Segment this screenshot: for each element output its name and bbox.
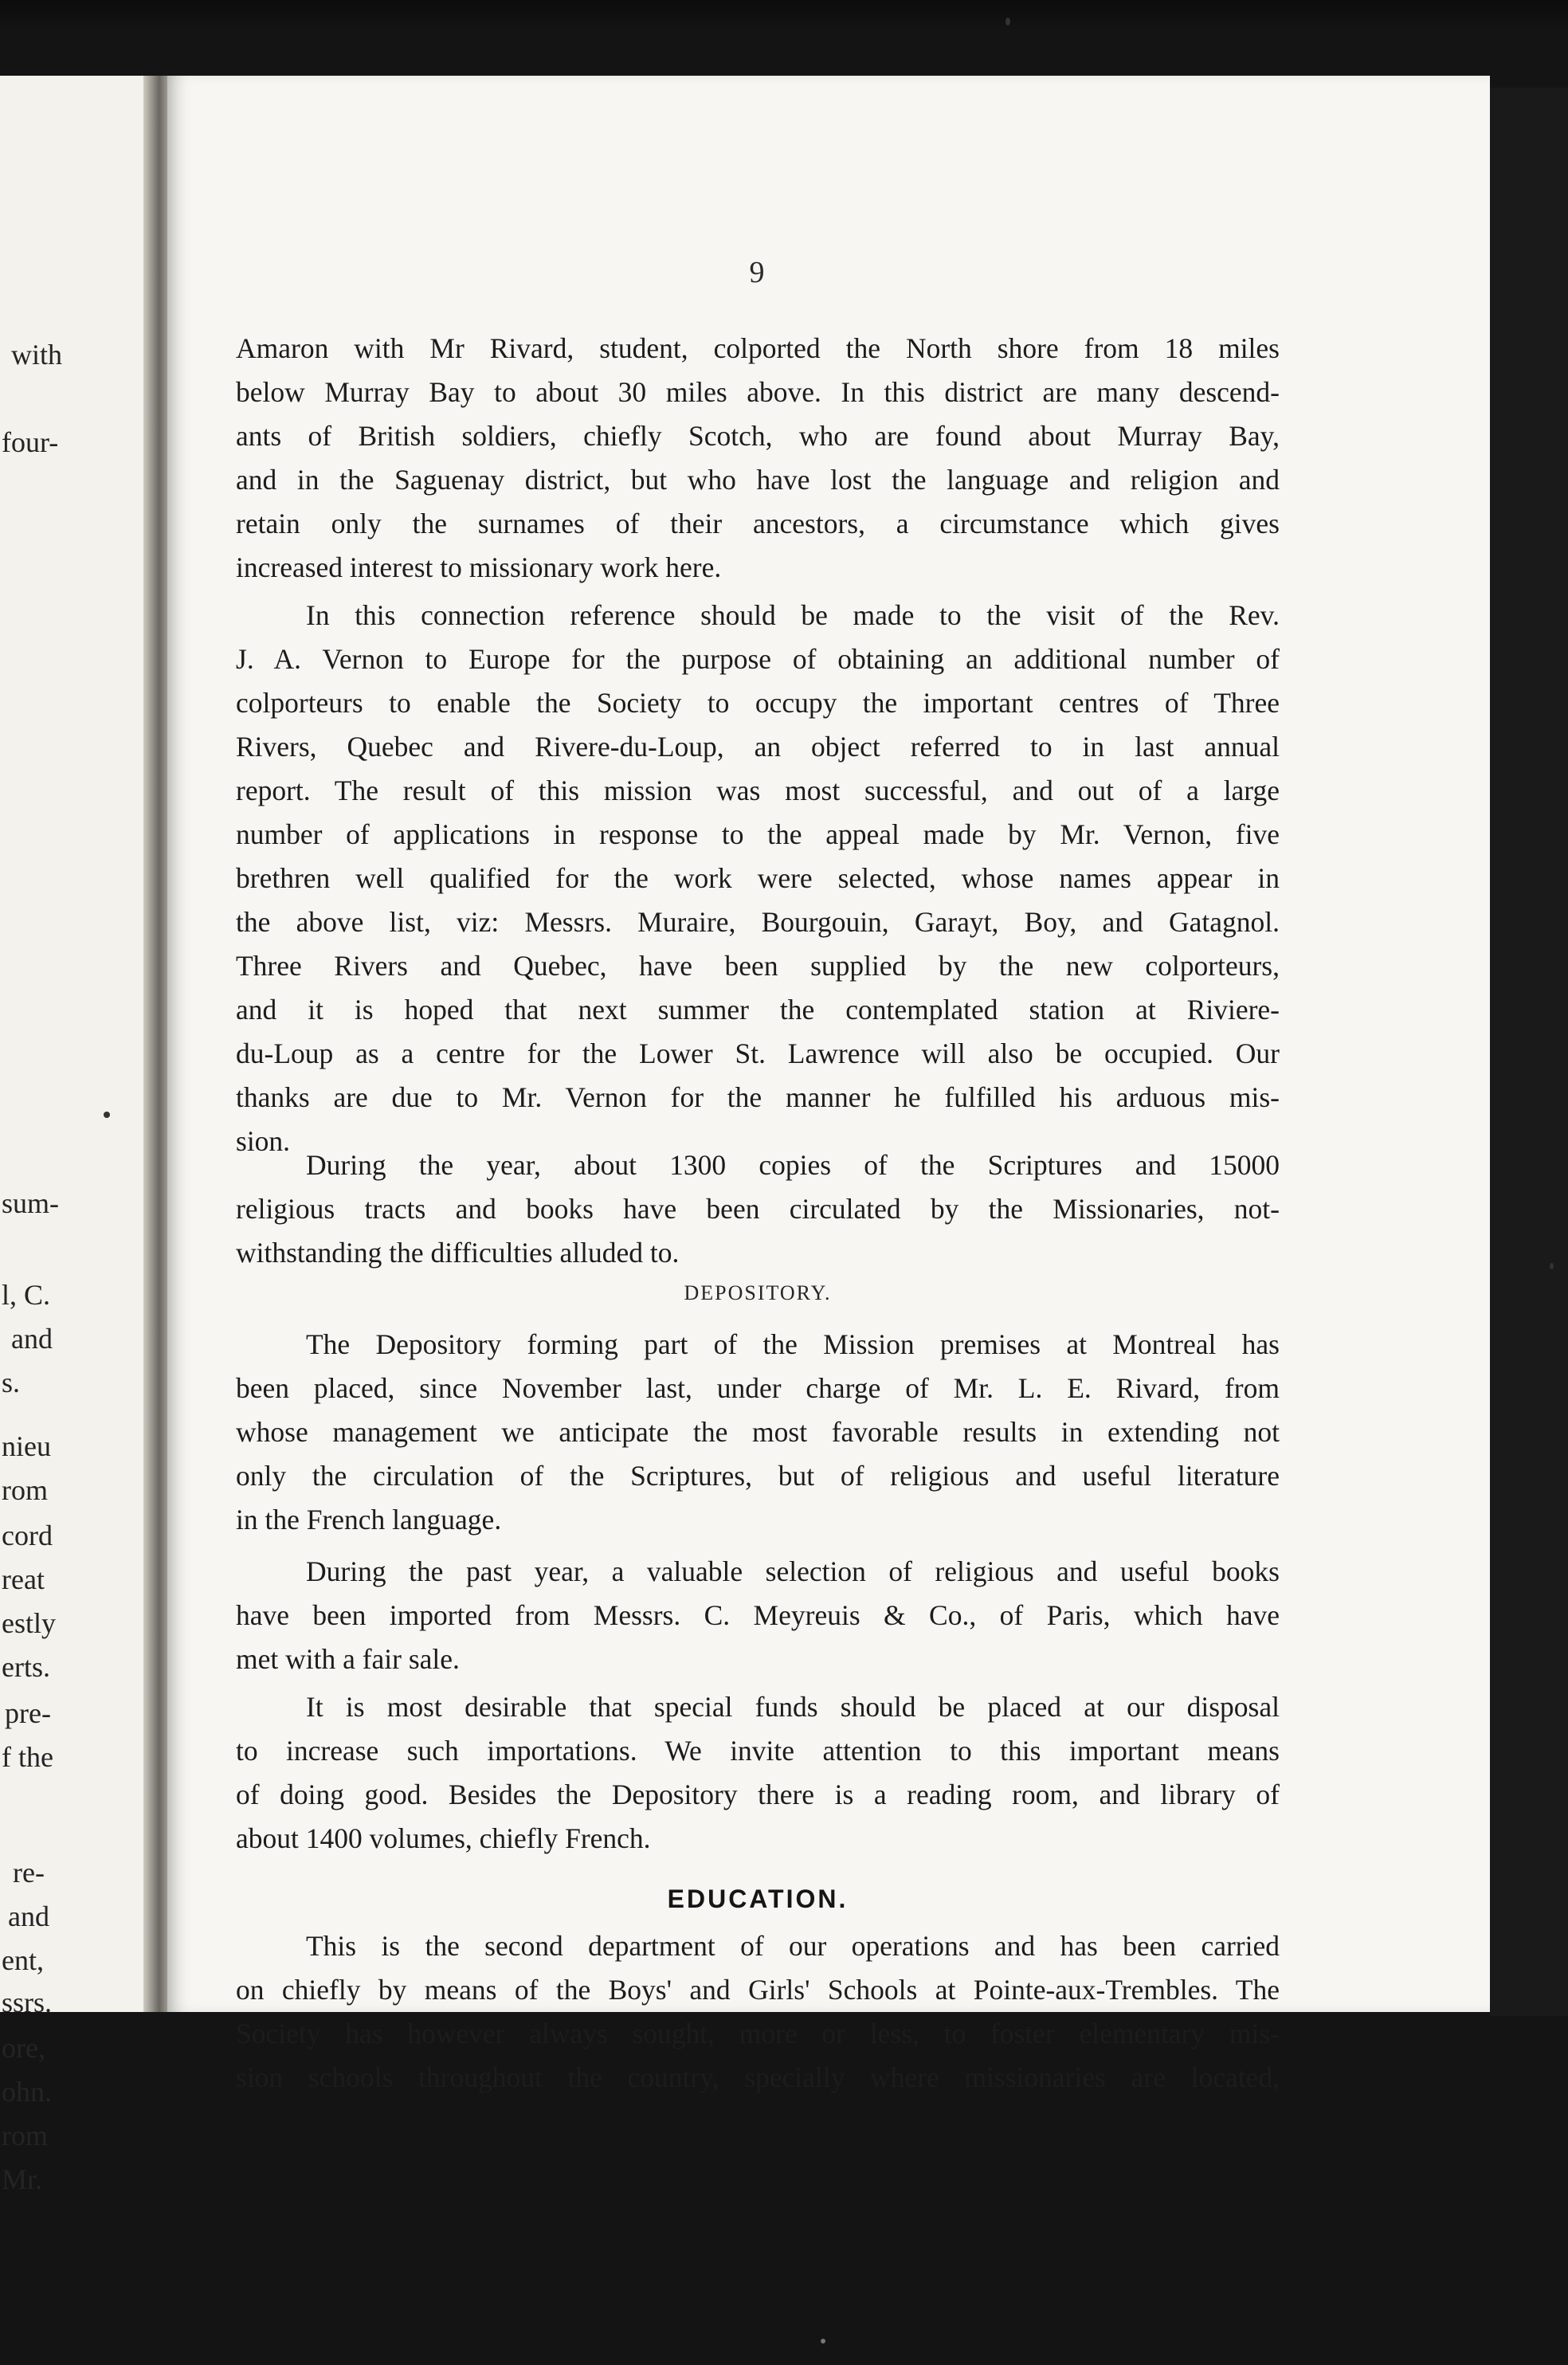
margin-fragment: cord [2, 1520, 53, 1551]
margin-fragment: Mr. [2, 2163, 43, 2195]
margin-fragment: reat [2, 1563, 45, 1595]
text-line: ants of British soldiers, chiefly Scotch, who are found about Murray Bay, [236, 420, 1280, 452]
text-line: and it is hoped that next summer the contemplated station at Riviere- [236, 994, 1280, 1026]
text-line: Rivers, Quebec and Rivere-du-Loup, an object referred to in last annual [236, 731, 1280, 763]
text-line: sion schools throughout the country, specially where missionaries are located, [236, 2061, 1280, 2093]
text-line: Amaron with Mr Rivard, student, colported the North shore from 18 miles [236, 332, 1280, 364]
paragraph-depository-charge [236, 1323, 1280, 1542]
paragraph-vernon-visit [236, 594, 1280, 1163]
scan-speck [821, 2339, 825, 2343]
text-line: withstanding the difficulties alluded to. [236, 1237, 680, 1269]
margin-fragment: and [11, 1323, 53, 1355]
text-line: only the circulation of the Scriptures, but of religious and useful literature [236, 1460, 1280, 1492]
margin-fragment: f the [2, 1741, 53, 1773]
margin-fragment: l, C. [2, 1279, 51, 1311]
text-line: sion. [236, 1125, 291, 1157]
text-line: During the year, about 1300 copies of the Scriptures and 15000 [306, 1149, 1280, 1181]
margin-fragment: sum- [2, 1187, 59, 1219]
margin-fragment: estly [2, 1607, 56, 1639]
scan-background [0, 0, 1568, 32]
text-line: The Depository forming part of the Mission premises at Montreal has [306, 1328, 1280, 1360]
paragraph-circulation [236, 1143, 1280, 1275]
margin-fragment: ssrs. [2, 1987, 53, 2018]
text-line: of doing good. Besides the Depository there is a reading room, and library of [236, 1779, 1280, 1810]
paragraph-special-funds [236, 1685, 1280, 1861]
margin-fragment: pre- [5, 1697, 51, 1729]
text-line: increased interest to missionary work here. [236, 551, 722, 583]
text-line: met with a fair sale. [236, 1643, 460, 1675]
margin-fragment: rom [2, 1474, 48, 1506]
margin-fragment: rom [2, 2120, 48, 2151]
margin-fragment: and [8, 1900, 49, 1932]
margin-fragment: re- [13, 1857, 45, 1888]
text-line: have been imported from Messrs. C. Meyreuis & Co., of Paris, which have [236, 1599, 1280, 1631]
scan-speck [1550, 1263, 1554, 1269]
text-line: whose management we anticipate the most favorable results in extending not [236, 1416, 1280, 1448]
text-line: During the past year, a valuable selection of religious and useful books [306, 1555, 1280, 1587]
margin-fragment: with [11, 339, 63, 371]
text-line: to increase such importations. We invite attention to this important means [236, 1735, 1280, 1767]
text-line: It is most desirable that special funds should be placed at our disposal [306, 1691, 1280, 1723]
text-line: colporteurs to enable the Society to occupy the important centres of Three [236, 687, 1280, 719]
text-line: on chiefly by means of the Boys' and Girls' Schools at Pointe-aux-Trembles. The [236, 1974, 1280, 2006]
scan-speck [1005, 18, 1010, 25]
facing-page-edge [0, 76, 156, 2195]
text-line: report. The result of this mission was most successful, and out of a large [236, 775, 1280, 806]
margin-fragment: ohn. [2, 2076, 52, 2108]
paragraph-imports [236, 1550, 1280, 1681]
margin-fragment: four- [2, 426, 59, 458]
text-line: thanks are due to Mr. Vernon for the manner he fulfilled his arduous mis- [236, 1081, 1280, 1113]
paragraph-colportage [236, 327, 1280, 590]
text-line: In this connection reference should be made to the visit of the Rev. [306, 599, 1280, 631]
paragraph-education [236, 1924, 1280, 2100]
text-line: Three Rivers and Quebec, have been supplied by the new colporteurs, [236, 950, 1280, 982]
text-line: religious tracts and books have been circulated by the Missionaries, not- [236, 1193, 1280, 1225]
text-line: Society has however always sought, more or less, to foster elementary mis- [236, 2018, 1280, 2049]
text-line: and in the Saguenay district, but who have lost the language and religion and [236, 464, 1280, 496]
margin-fragment: erts. [2, 1651, 50, 1683]
margin-fragment: s. [2, 1367, 21, 1398]
margin-fragment: nieu [2, 1430, 51, 1462]
education-heading: EDUCATION. [667, 1885, 849, 1913]
text-line: in the French language. [236, 1504, 502, 1535]
scan-right-edge [1490, 88, 1568, 2016]
text-line: number of applications in response to the appeal made by Mr. Vernon, five [236, 818, 1280, 850]
depository-heading: DEPOSITORY. [684, 1281, 832, 1304]
text-line: the above list, viz: Messrs. Muraire, Bourgouin, Garayt, Boy, and Gatagnol. [236, 906, 1280, 938]
margin-fragment: ent, [2, 1944, 44, 1976]
text-line: J. A. Vernon to Europe for the purpose of obtaining an additional number of [236, 643, 1280, 675]
text-line: du-Loup as a centre for the Lower St. Lawrence will also be occupied. Our [236, 1037, 1280, 1069]
margin-fragment: ore, [2, 2032, 45, 2064]
text-line: about 1400 volumes, chiefly French. [236, 1822, 651, 1854]
text-line: This is the second department of our operations and has been carried [306, 1930, 1280, 1962]
scan-speck [104, 1112, 110, 1118]
page-number: 9 [749, 256, 765, 289]
text-line: retain only the surnames of their ancestors, a circumstance which gives [236, 508, 1280, 539]
text-line: below Murray Bay to about 30 miles above. In this district are many descend- [236, 376, 1280, 408]
text-line: brethren well qualified for the work were selected, whose names appear in [236, 862, 1280, 894]
text-line: been placed, since November last, under charge of Mr. L. E. Rivard, from [236, 1372, 1280, 1404]
